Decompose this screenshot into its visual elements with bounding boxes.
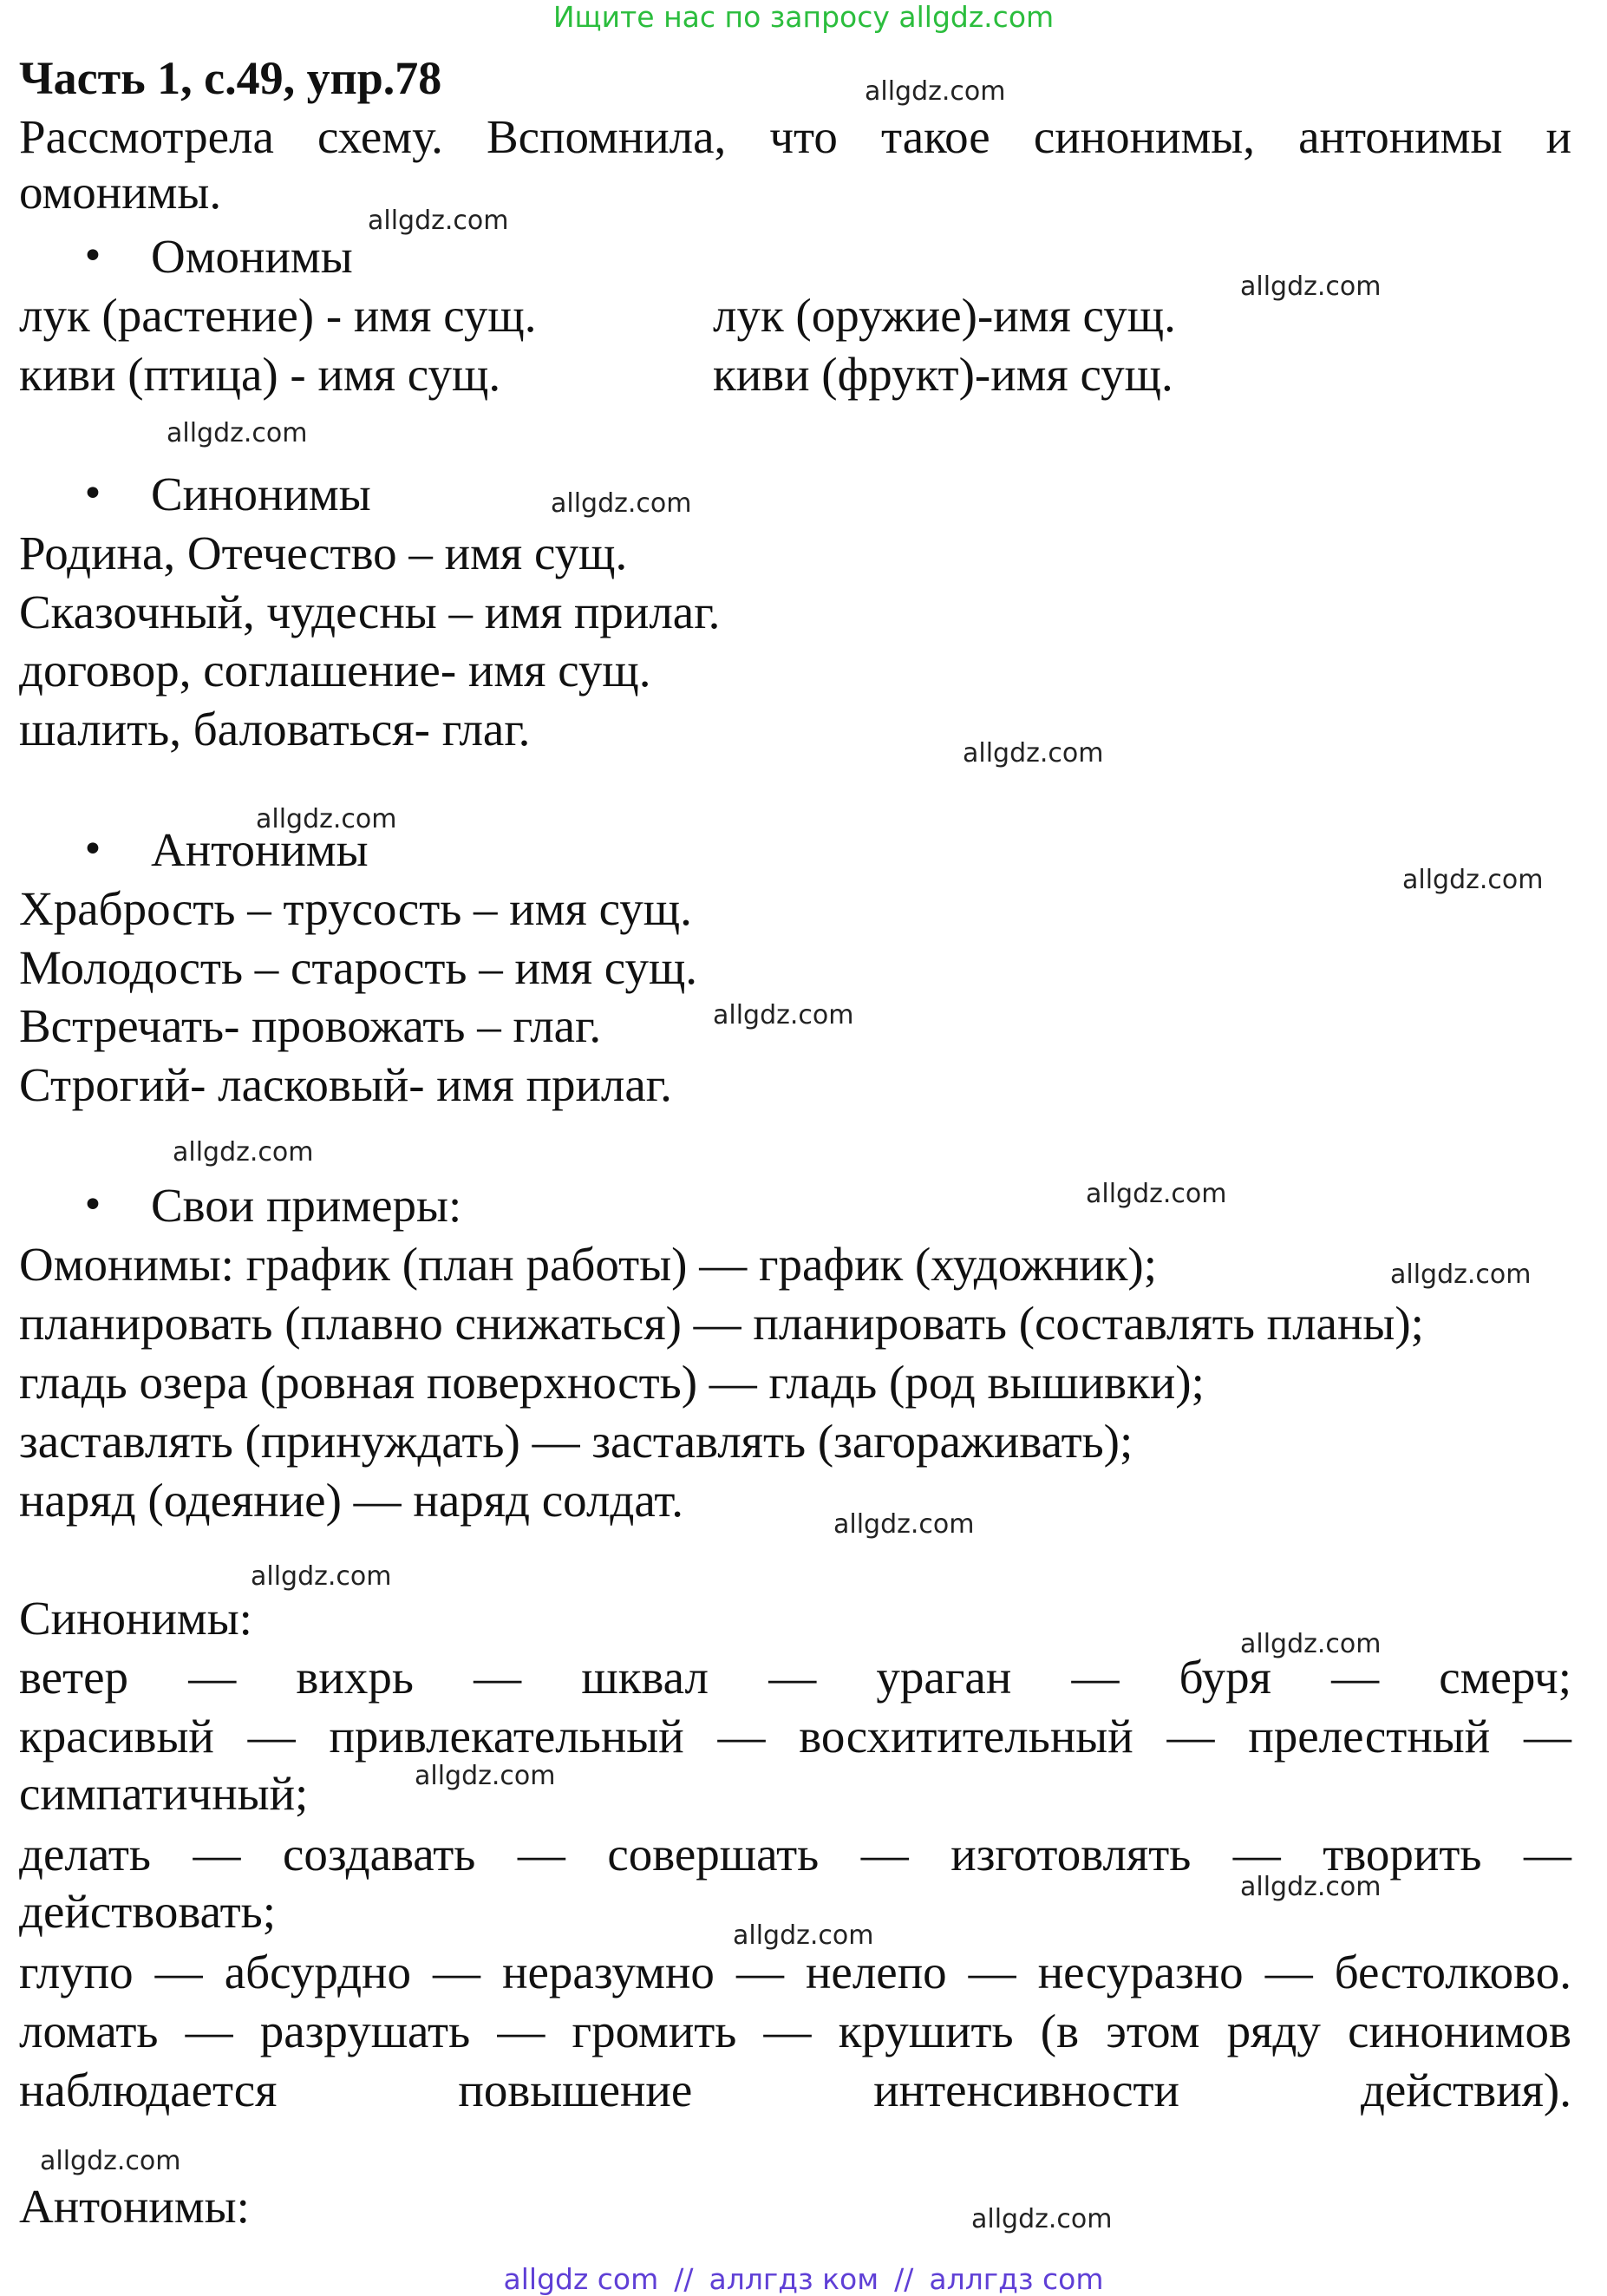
watermark: allgdz.com bbox=[368, 206, 509, 236]
own-synonym-line: красивый — привлекательный — восхитительный — прелестный — bbox=[19, 1710, 1571, 1763]
omonym-row-2-left: киви (птица) - имя сущ. bbox=[19, 348, 501, 401]
bullet-omonyms bbox=[85, 229, 353, 285]
own-synonym-line: ветер — вихрь — шквал — ураган — буря — смерч; bbox=[19, 1651, 1571, 1704]
page-title: Часть 1, с.49, упр.78 bbox=[19, 52, 442, 104]
own-synonyms-label: Синонимы: bbox=[19, 1592, 252, 1645]
synonym-line: шалить, баловаться- глаг. bbox=[19, 703, 531, 756]
watermark: allgdz.com bbox=[415, 1761, 556, 1791]
omonyms-heading: Омонимы bbox=[151, 230, 353, 283]
footer-link-allgdz-com[interactable]: allgdz com bbox=[503, 2262, 659, 2296]
watermark: allgdz.com bbox=[551, 488, 692, 519]
watermark: allgdz.com bbox=[865, 76, 1006, 107]
watermark: allgdz.com bbox=[40, 2146, 181, 2176]
synonym-line: договор, соглашение- имя сущ. bbox=[19, 644, 651, 697]
watermark: allgdz.com bbox=[251, 1561, 392, 1592]
own-omonym-line: Омонимы: график (план работы) — график (художник); bbox=[19, 1238, 1158, 1291]
antonyms-heading: Антонимы bbox=[151, 823, 369, 876]
own-antonyms-label: Антонимы: bbox=[19, 2180, 250, 2233]
watermark: allgdz.com bbox=[1240, 271, 1382, 302]
watermark: allgdz.com bbox=[713, 1000, 854, 1030]
watermark: allgdz.com bbox=[971, 2204, 1113, 2234]
header-search-hint: Ищите нас по запросу allgdz.com bbox=[552, 0, 1055, 34]
watermark: allgdz.com bbox=[1240, 1629, 1382, 1659]
footer-link-allgdz-com-cyr[interactable]: аллгдз com bbox=[929, 2262, 1104, 2296]
watermark: allgdz.com bbox=[963, 738, 1104, 769]
watermark: allgdz.com bbox=[256, 804, 397, 834]
own-synonym-line: действовать; bbox=[19, 1885, 277, 1938]
own-omonym-line: гладь озера (ровная поверхность) — гладь (род вышивки); bbox=[19, 1356, 1205, 1409]
watermark: allgdz.com bbox=[733, 1920, 874, 1951]
bullet-synonyms bbox=[85, 467, 371, 522]
footer bbox=[0, 2262, 1607, 2296]
watermark: allgdz.com bbox=[1240, 1872, 1382, 1902]
watermark: allgdz.com bbox=[833, 1509, 975, 1540]
footer-separator: // bbox=[894, 2262, 914, 2296]
own-omonym-line: заставлять (принуждать) — заставлять (загораживать); bbox=[19, 1415, 1133, 1468]
synonym-line: Сказочный, чудесны – имя прилаг. bbox=[19, 585, 721, 638]
footer-separator: // bbox=[674, 2262, 694, 2296]
omonym-row-1-left: лук (растение) - имя сущ. bbox=[19, 289, 537, 342]
own-synonym-line: глупо — абсурдно — неразумно — нелепо — несуразно — бестолково. bbox=[19, 1946, 1571, 1998]
watermark: allgdz.com bbox=[173, 1137, 314, 1168]
watermark: allgdz.com bbox=[167, 418, 308, 448]
antonym-line: Встречать- провожать – глаг. bbox=[19, 999, 602, 1052]
own-synonym-line: ломать — разрушать — громить — крушить (в этом ряду синонимов bbox=[19, 2005, 1571, 2057]
omonym-row-2-right: киви (фрукт)-имя сущ. bbox=[713, 348, 1173, 401]
own-synonym-line: наблюдается повышение интенсивности действия). bbox=[19, 2064, 1571, 2116]
watermark: allgdz.com bbox=[1402, 865, 1544, 895]
footer-link-allgdz-kom[interactable]: аллгдз ком bbox=[709, 2262, 879, 2296]
synonyms-heading: Синонимы bbox=[151, 468, 371, 520]
own-omonym-line: планировать (плавно снижаться) — планировать (составлять планы); bbox=[19, 1297, 1424, 1350]
own-synonym-line: симпатичный; bbox=[19, 1767, 309, 1820]
own-omonym-line: наряд (одеяние) — наряд солдат. bbox=[19, 1474, 684, 1527]
intro-line-1: Рассмотрела схему. Вспомнила, что такое синонимы, антонимы и bbox=[19, 110, 1571, 163]
antonym-line: Храбрость – трусость – имя сущ. bbox=[19, 882, 692, 935]
watermark: allgdz.com bbox=[1390, 1259, 1532, 1290]
antonym-line: Молодость – старость – имя сущ. bbox=[19, 941, 698, 994]
synonym-line: Родина, Отечество – имя сущ. bbox=[19, 527, 628, 579]
omonym-row-1-right: лук (оружие)-имя сущ. bbox=[713, 289, 1176, 342]
antonym-line: Строгий- ласковый- имя прилаг. bbox=[19, 1058, 672, 1111]
bullet-own-examples bbox=[85, 1178, 461, 1233]
watermark: allgdz.com bbox=[1086, 1179, 1227, 1209]
intro-line-2: омонимы. bbox=[19, 166, 222, 219]
own-synonym-line: делать — создавать — совершать — изготовлять — творить — bbox=[19, 1828, 1571, 1881]
own-examples-heading: Свои примеры: bbox=[151, 1179, 462, 1232]
